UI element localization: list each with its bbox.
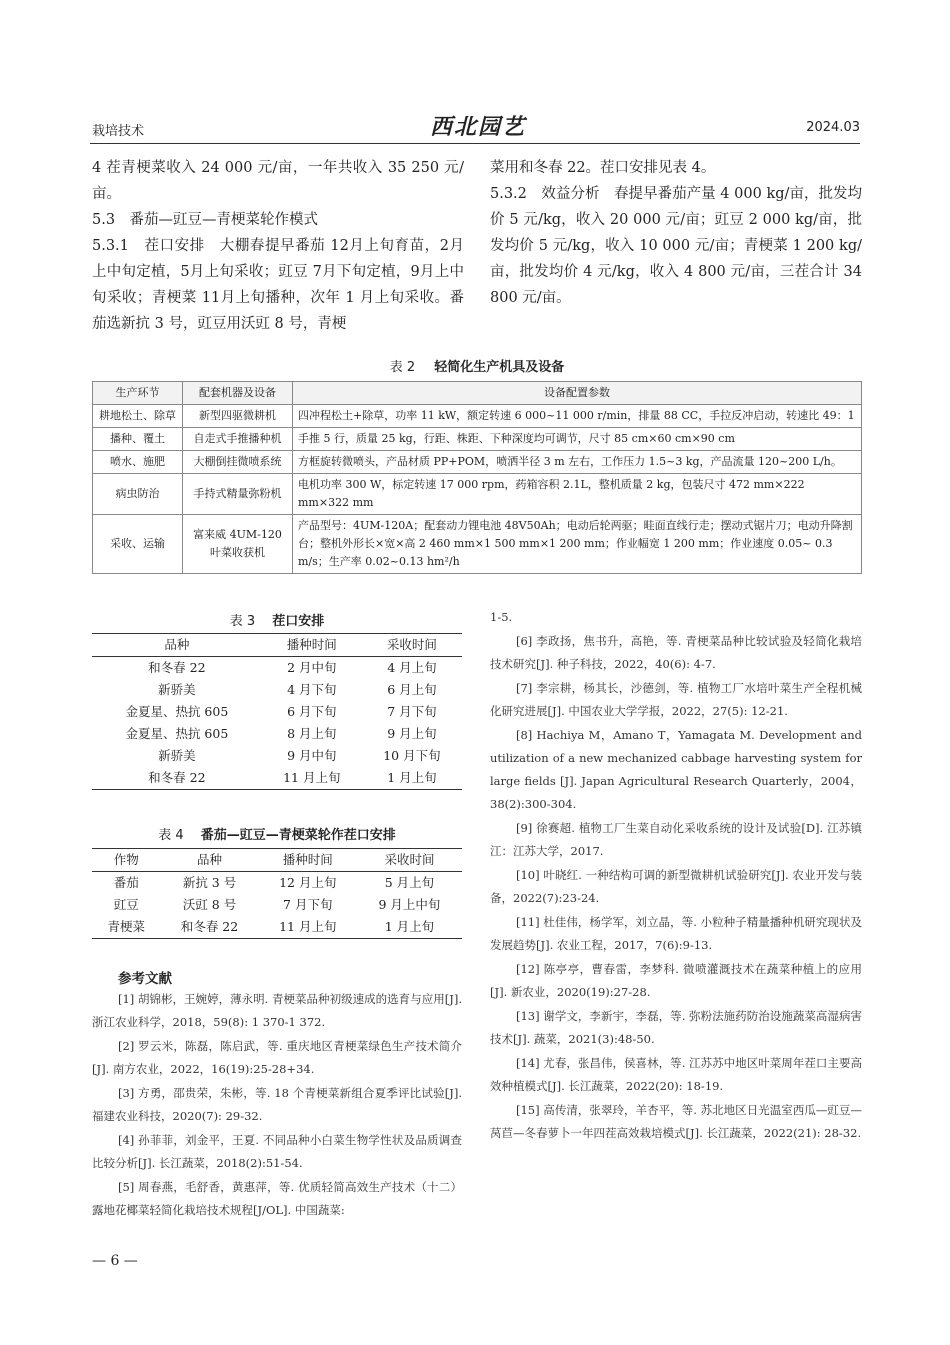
table-cell: 大棚倒挂微喷系统: [183, 451, 293, 474]
paragraph: 4 茬青梗菜收入 24 000 元/亩，一年共收入 35 250 元/亩。: [92, 160, 464, 202]
table-row: [92, 679, 462, 701]
table-cell: 4 月上旬: [387, 660, 437, 675]
table-header: 采收时间: [357, 849, 462, 872]
table3-number: 表 3: [229, 614, 256, 629]
table-header: 配套机器及设备: [183, 382, 293, 405]
table-cell: 手推 5 行，质量 25 kg，行距、株距、下种深度均可调节，尺寸 85 cm×60 cm×90 cm: [293, 428, 862, 451]
table-header: 生产环节: [93, 382, 183, 405]
reference-item: [7] 李宗耕，杨其长，沙德剑，等. 植物工厂水培叶菜生产全程机械化研究进展[J]. 中国农业大学学报，2022，27(5): 12-21.: [490, 681, 862, 718]
reference-item: [13] 谢学文，李新宇，李磊，等. 弥粉法施药防治设施蔬菜高湿病害技术[J]. 蔬菜，2021(3):48-50.: [490, 1009, 862, 1046]
table4-title: 番茄—豇豆—青梗菜轮作茬口安排: [200, 828, 396, 843]
reference-item: [4] 孙菲菲，刘金平，王夏. 不同品种小白菜生物学性状及品质调查比较分析[J]. 长江蔬菜，2018(2):51-54.: [92, 1133, 462, 1170]
reference-item: [9] 徐赛超. 植物工厂生菜自动化采收系统的设计及试验[D]. 江苏镇江：江苏大学，2017.: [490, 821, 862, 858]
table-row: [92, 767, 462, 790]
table-cell: 11 月上旬: [259, 916, 357, 939]
table4-number: 表 4: [158, 828, 184, 843]
table2-caption: [92, 356, 862, 375]
reference-item: [1] 胡锦彬，王婉婷，薄永明. 青梗菜品种初级速成的选育与应用[J]. 浙江农业科学，2018，59(8): 1 370-1 372.: [92, 992, 462, 1029]
running-header-section: 栽培技术: [92, 124, 145, 139]
table-row: [93, 428, 862, 451]
table-cell: 采收、运输: [93, 515, 183, 574]
table-header: 品种: [92, 634, 262, 657]
reference-item: [12] 陈亭亭，曹春雷，李梦科. 微喷灌溉技术在蔬菜种植上的应用[J]. 新农业，2020(19):27-28.: [490, 962, 862, 999]
table-cell: 电机功率 300 W，标定转速 17 000 rpm，药箱容积 2.1L，整机质量 2 kg，包装尺寸 472 mm×222 mm×322 mm: [293, 474, 862, 515]
table-row: [93, 515, 862, 574]
table-header: 播种时间: [262, 634, 362, 657]
references-heading: 参考文献: [118, 971, 172, 987]
table4-caption: [92, 824, 462, 843]
table-cell: 11 月上旬: [262, 767, 362, 790]
table-cell: 7 月下旬: [283, 897, 333, 912]
table-row: [92, 701, 462, 723]
references-left: [92, 988, 462, 1223]
equipment-table: [92, 381, 862, 574]
reference-item: [10] 叶晓红. 一种结构可调的新型微耕机试验研究[J]. 农业开发与装备，2022(7):23-24.: [490, 868, 862, 905]
table-row: [93, 451, 862, 474]
table-cell: 1 月上旬: [362, 767, 462, 790]
header-rule: [90, 143, 860, 144]
table-header: 播种时间: [259, 849, 357, 872]
table-cell: 豇豆: [113, 897, 139, 912]
table-cell: 和冬春 22: [160, 916, 258, 939]
rotation-schedule-table: [92, 633, 462, 790]
table3-caption: [92, 610, 462, 629]
table-cell: 耕地松土、除草: [93, 405, 183, 428]
table-header: 采收时间: [362, 634, 462, 657]
table-cell: 番茄: [113, 875, 139, 890]
references-right: [490, 606, 862, 1146]
table3-title: 茬口安排: [272, 614, 325, 629]
table-row: [93, 405, 862, 428]
paragraph: 5.3.2 效益分析 春提早番茄产量 4 000 kg/亩，批发均价 5 元/kg，收入 20 000 元/亩；豇豆 2 000 kg/亩，批发均价 5 元/kg，收入 10 000 元/亩；青梗菜 1 200 kg/亩，批发均价 4 元/kg，收入 4 800 元/亩，三茬合计 34 800 元/亩。: [490, 186, 862, 306]
table-cell: 6 月上旬: [387, 682, 437, 697]
table-cell: 5 月上旬: [384, 875, 435, 890]
table-cell: 9 月中旬: [287, 748, 337, 763]
table-cell: 产品型号：4UM-120A；配套动力锂电池 48V50Ah；电动后轮两驱；畦面直线行走；摆动式锯片刀；电动升降割台；整机外形长×宽×高 2 460 mm×1 500 mm×1 200 mm；作业幅宽 1 200 mm；作业速度 0.05~ 0.3 m/s；生产率 0.02~0.13 hm²/h: [293, 515, 862, 574]
table-cell: 9 月上旬: [387, 726, 437, 741]
crop-rotation-table: [92, 848, 462, 939]
table-row: [93, 474, 862, 515]
paragraph: 5.3.1 茬口安排 大棚春提早番茄 12月上旬育苗，2月上中旬定植，5月上旬采收；豇豆 7月下旬定植，9月上中旬采收；青梗菜 11月上旬播种，次年 1 月上旬采收。番茄选新抗 3 号，豇豆用沃豇 8 号，青梗: [92, 238, 464, 332]
body-column-right: [490, 155, 862, 311]
table-cell: 8 月上旬: [287, 726, 337, 741]
table-cell: 四冲程松土+除草，功率 11 kW，额定转速 6 000~11 000 r/min，排量 88 CC，手拉反冲启动，转速比 49：1: [293, 405, 862, 428]
table-cell: 手持式精量弥粉机: [183, 474, 293, 515]
table-cell: 10 月下旬: [383, 748, 441, 763]
table-cell: 新骄美: [158, 682, 196, 697]
table-cell: 金夏星、热抗 605: [125, 726, 229, 741]
table-cell: 9 月上中旬: [378, 897, 441, 912]
table-cell: 新抗 3 号: [182, 875, 237, 890]
table-cell: 4 月下旬: [287, 682, 337, 697]
table-cell: 2 月中旬: [287, 660, 337, 675]
reference-continuation: 1-5.: [490, 610, 513, 624]
reference-item: [8] Hachiya M，Amano T，Yamagata M. Development and utilization of a new mechanized cabbage harvesting system for large fields [J]. Japan Agricultural Research Quarterly，2004，38(2):300-304.: [490, 728, 862, 811]
table2-number: 表 2: [389, 360, 416, 375]
reference-item: [6] 李政扬，焦书升，高艳，等. 青梗菜品种比较试验及轻简化栽培技术研究[J]. 种子科技，2022，40(6): 4-7.: [490, 634, 862, 671]
table-cell: 富来威 4UM-120 叶菜收获机: [183, 515, 293, 574]
table-cell: 金夏星、热抗 605: [125, 704, 229, 719]
reference-item: [5] 周春燕，毛舒香，黄惠萍，等. 优质轻简高效生产技术（十二）露地花椰菜轻简化栽培技术规程[J/OL]. 中国蔬菜:: [92, 1180, 462, 1217]
table-cell: 喷水、施肥: [93, 451, 183, 474]
table-cell: 和冬春 22: [148, 660, 206, 675]
table-cell: 新骄美: [158, 748, 196, 763]
table-cell: 6 月下旬: [287, 704, 337, 719]
table-cell: 病虫防治: [93, 474, 183, 515]
page-number: — 6 —: [92, 1253, 138, 1269]
table-row: [92, 894, 462, 916]
table-cell: 自走式手推播种机: [183, 428, 293, 451]
table-cell: 1 月上旬: [357, 916, 462, 939]
table-cell: 新型四驱微耕机: [183, 405, 293, 428]
reference-item: [3] 方勇，邵贵荣，朱彬，等. 18 个青梗菜新组合夏季评比试验[J]. 福建农业科技，2020(7): 29-32.: [92, 1086, 462, 1123]
body-column-left: [92, 155, 464, 337]
table-row: [92, 657, 462, 680]
issue-number: 2024.03: [806, 120, 860, 135]
table-cell: 方框旋转微喷头，产品材质 PP+POM，喷洒半径 3 m 左右，工作压力 1.5~3 kg，产品流量 120~200 L/h。: [293, 451, 862, 474]
table-header: 设备配置参数: [293, 382, 862, 405]
reference-item: [15] 高传清，张翠玲，羊杏平，等. 苏北地区日光温室西瓜—豇豆—莴苣—冬春萝卜一年四茬高效栽培模式[J]. 长江蔬菜，2022(21): 28-32.: [490, 1103, 862, 1140]
reference-item: [11] 杜佳伟，杨学军，刘立晶，等. 小粒种子精量播种机研究现状及发展趋势[J]. 农业工程，2017，7(6):9-13.: [490, 915, 862, 952]
table-row: [92, 916, 462, 939]
table2-title: 轻简化生产机具及设备: [434, 360, 565, 375]
paragraph: 菜用和冬春 22。茬口安排见表 4。: [490, 160, 716, 176]
journal-logo: 西北园艺: [430, 114, 527, 140]
table-cell: 青梗菜: [92, 916, 160, 939]
reference-item: [14] 尤春，张昌伟，侯喜林，等. 江苏苏中地区叶菜周年茬口主要高效种植模式[J]. 长江蔬菜，2022(20): 18-19.: [490, 1056, 862, 1093]
table-row: [92, 723, 462, 745]
table-cell: 12 月上旬: [279, 875, 337, 890]
section-heading: 5.3 番茄—豇豆—青梗菜轮作模式: [92, 212, 319, 228]
table-cell: 沃豇 8 号: [182, 897, 237, 912]
table-header: 作物: [92, 849, 160, 872]
table-cell: 和冬春 22: [92, 767, 262, 790]
table-row: [92, 872, 462, 895]
reference-item: [2] 罗云米，陈磊，陈启武，等. 重庆地区青梗菜绿色生产技术简介[J]. 南方农业，2022，16(19):25-28+34.: [92, 1039, 462, 1076]
table-header: 品种: [160, 849, 258, 872]
table-cell: 播种、覆土: [93, 428, 183, 451]
table-cell: 7 月下旬: [387, 704, 437, 719]
table-row: [92, 745, 462, 767]
